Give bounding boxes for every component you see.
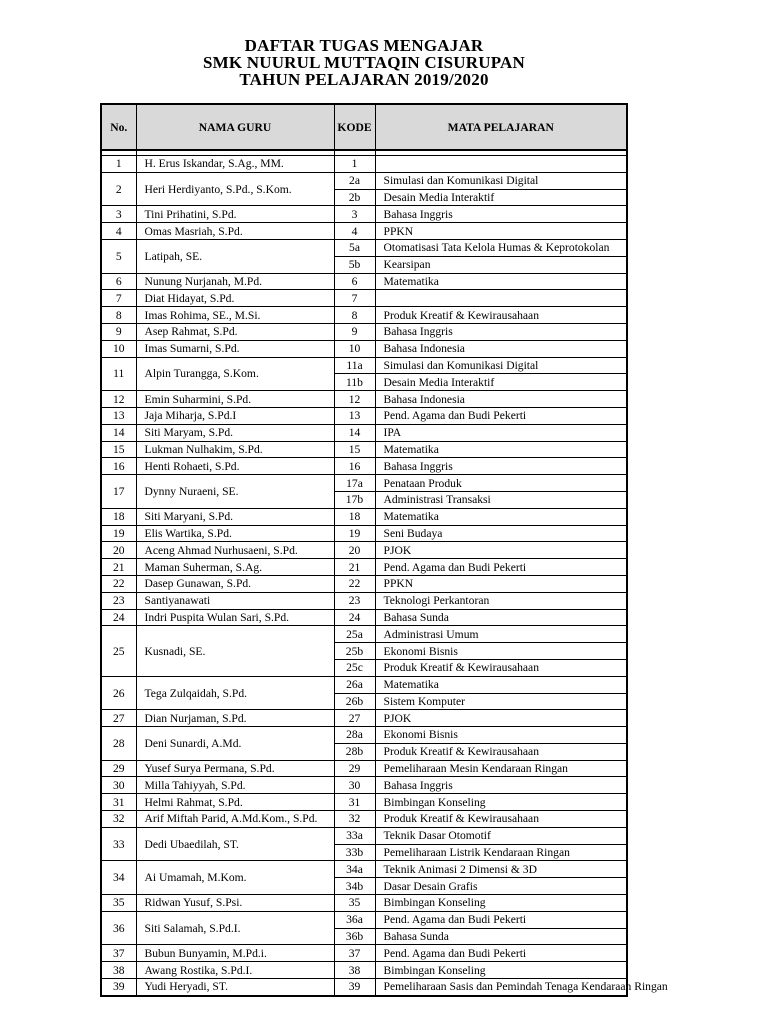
subject-name: PPKN xyxy=(375,575,627,592)
teacher-name: Lukman Nulhakim, S.Pd. xyxy=(136,441,334,458)
subject-name: Ekonomi Bisnis xyxy=(375,727,627,744)
teacher-number: 20 xyxy=(101,542,136,559)
table-row xyxy=(101,710,627,727)
teacher-number: 39 xyxy=(101,979,136,996)
title-line-2: SMK NUURUL MUTTAQIN CISURUPAN xyxy=(202,53,526,72)
teacher-number: 30 xyxy=(101,777,136,794)
subject-name: Teknik Dasar Otomotif xyxy=(375,827,627,844)
teacher-number: 24 xyxy=(101,609,136,626)
subject-code: 1 xyxy=(334,156,375,173)
teacher-number: 29 xyxy=(101,760,136,777)
subject-name: Pend. Agama dan Budi Pekerti xyxy=(375,945,627,962)
subject-code: 14 xyxy=(334,424,375,441)
teacher-number: 17 xyxy=(101,475,136,509)
subject-code: 4 xyxy=(334,223,375,240)
table-row xyxy=(101,945,627,962)
subject-code: 26b xyxy=(334,693,375,710)
teacher-name: H. Erus Iskandar, S.Ag., MM. xyxy=(136,156,334,173)
teacher-name: Yusef Surya Permana, S.Pd. xyxy=(136,760,334,777)
subject-code: 6 xyxy=(334,273,375,290)
table-row xyxy=(101,559,627,576)
subject-name: Kearsipan xyxy=(375,256,627,273)
teacher-number: 13 xyxy=(101,407,136,424)
subject-name: Pend. Agama dan Budi Pekerti xyxy=(375,407,627,424)
subject-code: 39 xyxy=(334,979,375,996)
subject-code: 33a xyxy=(334,827,375,844)
table-row xyxy=(101,811,627,828)
subject-code: 20 xyxy=(334,542,375,559)
subject-code: 10 xyxy=(334,340,375,357)
table-row xyxy=(101,962,627,979)
subject-code: 13 xyxy=(334,407,375,424)
table-row xyxy=(101,676,627,693)
table-row xyxy=(101,239,627,256)
header-kode: KODE xyxy=(334,104,375,150)
subject-name: Bahasa Inggris xyxy=(375,323,627,340)
table-row xyxy=(101,777,627,794)
subject-code: 25c xyxy=(334,659,375,676)
teacher-name: Maman Suherman, S.Ag. xyxy=(136,559,334,576)
table-row xyxy=(101,391,627,408)
subject-name: Bimbingan Konseling xyxy=(375,962,627,979)
teacher-name: Elis Wartika, S.Pd. xyxy=(136,525,334,542)
teacher-name: Indri Puspita Wulan Sari, S.Pd. xyxy=(136,609,334,626)
teacher-number: 31 xyxy=(101,794,136,811)
subject-code: 29 xyxy=(334,760,375,777)
teacher-number: 5 xyxy=(101,239,136,273)
title-line-3: TAHUN PELAJARAN 2019/2020 xyxy=(239,70,489,89)
teacher-number: 4 xyxy=(101,223,136,240)
teacher-name: Omas Masriah, S.Pd. xyxy=(136,223,334,240)
table-row xyxy=(101,458,627,475)
teacher-number: 36 xyxy=(101,911,136,945)
subject-name: PJOK xyxy=(375,710,627,727)
subject-name: Produk Kreatif & Kewirausahaan xyxy=(375,811,627,828)
subject-code: 31 xyxy=(334,794,375,811)
teacher-name: Dynny Nuraeni, SE. xyxy=(136,475,334,509)
header-no: No. xyxy=(101,104,136,150)
teacher-name: Siti Salamah, S.Pd.I. xyxy=(136,911,334,945)
teacher-number: 26 xyxy=(101,676,136,710)
subject-code: 38 xyxy=(334,962,375,979)
subject-code: 23 xyxy=(334,592,375,609)
subject-name: Pemeliharaan Mesin Kendaraan Ringan xyxy=(375,760,627,777)
teacher-name: Imas Sumarni, S.Pd. xyxy=(136,340,334,357)
teacher-number: 27 xyxy=(101,710,136,727)
subject-name: Simulasi dan Komunikasi Digital xyxy=(375,172,627,189)
subject-name: Desain Media Interaktif xyxy=(375,189,627,206)
teacher-name: Aceng Ahmad Nurhusaeni, S.Pd. xyxy=(136,542,334,559)
subject-name: Teknik Animasi 2 Dimensi & 3D xyxy=(375,861,627,878)
subject-code: 7 xyxy=(334,290,375,307)
subject-code: 22 xyxy=(334,575,375,592)
header-nama-guru: NAMA GURU xyxy=(136,104,334,150)
subject-name: Bahasa Sunda xyxy=(375,609,627,626)
subject-code: 9 xyxy=(334,323,375,340)
table-row xyxy=(101,307,627,324)
subject-name: Bahasa Indonesia xyxy=(375,391,627,408)
teacher-name: Yudi Heryadi, ST. xyxy=(136,979,334,996)
table-row xyxy=(101,290,627,307)
teacher-number: 18 xyxy=(101,508,136,525)
subject-code: 18 xyxy=(334,508,375,525)
teacher-number: 38 xyxy=(101,962,136,979)
subject-name: PJOK xyxy=(375,542,627,559)
teacher-number: 3 xyxy=(101,206,136,223)
subject-name: PPKN xyxy=(375,223,627,240)
teacher-name: Asep Rahmat, S.Pd. xyxy=(136,323,334,340)
subject-name: Produk Kreatif & Kewirausahaan xyxy=(375,743,627,760)
teacher-number: 12 xyxy=(101,391,136,408)
subject-code: 17b xyxy=(334,491,375,508)
title-line-1: DAFTAR TUGAS MENGAJAR xyxy=(244,36,484,55)
subject-code: 17a xyxy=(334,475,375,492)
teacher-name: Jaja Miharja, S.Pd.I xyxy=(136,407,334,424)
subject-name: Sistem Komputer xyxy=(375,693,627,710)
teacher-number: 16 xyxy=(101,458,136,475)
subject-name: Pend. Agama dan Budi Pekerti xyxy=(375,559,627,576)
subject-name: Pemeliharaan Listrik Kendaraan Ringan xyxy=(375,844,627,861)
teacher-name: Awang Rostika, S.Pd.I. xyxy=(136,962,334,979)
teacher-name: Henti Rohaeti, S.Pd. xyxy=(136,458,334,475)
teacher-name: Tega Zulqaidah, S.Pd. xyxy=(136,676,334,710)
subject-name: Penataan Produk xyxy=(375,475,627,492)
subject-name: Bahasa Inggris xyxy=(375,777,627,794)
subject-name xyxy=(375,290,627,307)
subject-code: 33b xyxy=(334,844,375,861)
teacher-number: 11 xyxy=(101,357,136,391)
teacher-name: Kusnadi, SE. xyxy=(136,626,334,676)
subject-code: 26a xyxy=(334,676,375,693)
teacher-number: 37 xyxy=(101,945,136,962)
teacher-number: 23 xyxy=(101,592,136,609)
subject-name: Bahasa Sunda xyxy=(375,928,627,945)
teacher-name: Dian Nurjaman, S.Pd. xyxy=(136,710,334,727)
document-title xyxy=(0,37,728,88)
subject-code: 2a xyxy=(334,172,375,189)
table-row xyxy=(101,525,627,542)
teacher-name: Dasep Gunawan, S.Pd. xyxy=(136,575,334,592)
teacher-number: 35 xyxy=(101,895,136,912)
subject-name: Otomatisasi Tata Kelola Humas & Keprotokolan xyxy=(375,239,627,256)
subject-name: IPA xyxy=(375,424,627,441)
table-row xyxy=(101,206,627,223)
table-row xyxy=(101,323,627,340)
teacher-number: 25 xyxy=(101,626,136,676)
subject-name: Dasar Desain Grafis xyxy=(375,878,627,895)
teacher-number: 22 xyxy=(101,575,136,592)
table-row xyxy=(101,609,627,626)
subject-code: 5b xyxy=(334,256,375,273)
subject-code: 36a xyxy=(334,911,375,928)
subject-code: 3 xyxy=(334,206,375,223)
teacher-name: Bubun Bunyamin, M.Pd.i. xyxy=(136,945,334,962)
subject-code: 32 xyxy=(334,811,375,828)
teacher-name: Imas Rohima, SE., M.Si. xyxy=(136,307,334,324)
teaching-assignment-table xyxy=(100,103,668,997)
subject-code: 8 xyxy=(334,307,375,324)
subject-name xyxy=(375,156,627,173)
teacher-name: Arif Miftah Parid, A.Md.Kom., S.Pd. xyxy=(136,811,334,828)
table-row xyxy=(101,827,627,844)
subject-code: 15 xyxy=(334,441,375,458)
subject-name: Pemeliharaan Sasis dan Pemindah Tenaga Kendaraan Ringan xyxy=(375,979,627,996)
subject-name: Seni Budaya xyxy=(375,525,627,542)
table-row xyxy=(101,626,627,643)
subject-name: Pend. Agama dan Budi Pekerti xyxy=(375,911,627,928)
teacher-number: 7 xyxy=(101,290,136,307)
teacher-name: Latipah, SE. xyxy=(136,239,334,273)
table-row xyxy=(101,172,627,189)
subject-code: 35 xyxy=(334,895,375,912)
teacher-name: Dedi Ubaedilah, ST. xyxy=(136,827,334,861)
subject-code: 25b xyxy=(334,643,375,660)
subject-name: Bahasa Inggris xyxy=(375,206,627,223)
subject-name: Bimbingan Konseling xyxy=(375,794,627,811)
table-row xyxy=(101,508,627,525)
table-row xyxy=(101,760,627,777)
subject-name: Produk Kreatif & Kewirausahaan xyxy=(375,307,627,324)
teacher-name: Tini Prihatini, S.Pd. xyxy=(136,206,334,223)
table-row xyxy=(101,895,627,912)
subject-name: Bahasa Indonesia xyxy=(375,340,627,357)
table-row xyxy=(101,542,627,559)
teaching-assignment-sheet xyxy=(100,103,668,994)
teacher-number: 2 xyxy=(101,172,136,206)
table-header-row xyxy=(101,104,627,150)
subject-code: 16 xyxy=(334,458,375,475)
table-row xyxy=(101,441,627,458)
teacher-number: 21 xyxy=(101,559,136,576)
subject-code: 24 xyxy=(334,609,375,626)
subject-name: Simulasi dan Komunikasi Digital xyxy=(375,357,627,374)
subject-code: 19 xyxy=(334,525,375,542)
table-row xyxy=(101,861,627,878)
teacher-name: Helmi Rahmat, S.Pd. xyxy=(136,794,334,811)
subject-code: 28b xyxy=(334,743,375,760)
teacher-name: Alpin Turangga, S.Kom. xyxy=(136,357,334,391)
subject-code: 25a xyxy=(334,626,375,643)
subject-code: 21 xyxy=(334,559,375,576)
table-row xyxy=(101,407,627,424)
teacher-number: 1 xyxy=(101,156,136,173)
table-row xyxy=(101,794,627,811)
teacher-number: 19 xyxy=(101,525,136,542)
table-row xyxy=(101,424,627,441)
subject-name: Bahasa Inggris xyxy=(375,458,627,475)
table-row xyxy=(101,727,627,744)
subject-name: Matematika xyxy=(375,441,627,458)
subject-code: 2b xyxy=(334,189,375,206)
subject-code: 34b xyxy=(334,878,375,895)
subject-code: 34a xyxy=(334,861,375,878)
teacher-number: 8 xyxy=(101,307,136,324)
subject-name: Teknologi Perkantoran xyxy=(375,592,627,609)
table-row xyxy=(101,340,627,357)
table-row xyxy=(101,575,627,592)
teacher-name: Ai Umamah, M.Kom. xyxy=(136,861,334,895)
table-row xyxy=(101,592,627,609)
subject-code: 12 xyxy=(334,391,375,408)
teacher-name: Nunung Nurjanah, M.Pd. xyxy=(136,273,334,290)
table-row xyxy=(101,979,627,996)
subject-name: Desain Media Interaktif xyxy=(375,374,627,391)
teacher-number: 32 xyxy=(101,811,136,828)
teacher-number: 9 xyxy=(101,323,136,340)
subject-name: Matematika xyxy=(375,508,627,525)
teacher-name: Emin Suharmini, S.Pd. xyxy=(136,391,334,408)
teacher-name: Siti Maryani, S.Pd. xyxy=(136,508,334,525)
table-row xyxy=(101,911,627,928)
subject-name: Administrasi Umum xyxy=(375,626,627,643)
teacher-number: 15 xyxy=(101,441,136,458)
teacher-name: Heri Herdiyanto, S.Pd., S.Kom. xyxy=(136,172,334,206)
header-mata-pelajaran: MATA PELAJARAN xyxy=(375,104,627,150)
subject-name: Ekonomi Bisnis xyxy=(375,643,627,660)
table-row xyxy=(101,156,627,173)
teacher-name: Diat Hidayat, S.Pd. xyxy=(136,290,334,307)
table-row xyxy=(101,475,627,492)
subject-code: 37 xyxy=(334,945,375,962)
teacher-number: 34 xyxy=(101,861,136,895)
teacher-name: Ridwan Yusuf, S.Psi. xyxy=(136,895,334,912)
table-row xyxy=(101,357,627,374)
table-row xyxy=(101,223,627,240)
table-row xyxy=(101,273,627,290)
subject-name: Bimbingan Konseling xyxy=(375,895,627,912)
subject-name: Produk Kreatif & Kewirausahaan xyxy=(375,659,627,676)
subject-name: Matematika xyxy=(375,273,627,290)
teacher-number: 33 xyxy=(101,827,136,861)
subject-name: Matematika xyxy=(375,676,627,693)
subject-code: 28a xyxy=(334,727,375,744)
teacher-name: Deni Sunardi, A.Md. xyxy=(136,727,334,761)
teacher-name: Milla Tahiyyah, S.Pd. xyxy=(136,777,334,794)
teacher-number: 28 xyxy=(101,727,136,761)
teacher-number: 14 xyxy=(101,424,136,441)
teacher-name: Santiyanawati xyxy=(136,592,334,609)
subject-code: 30 xyxy=(334,777,375,794)
teacher-number: 6 xyxy=(101,273,136,290)
subject-name: Administrasi Transaksi xyxy=(375,491,627,508)
subject-code: 11b xyxy=(334,374,375,391)
subject-code: 11a xyxy=(334,357,375,374)
subject-code: 36b xyxy=(334,928,375,945)
teacher-number: 10 xyxy=(101,340,136,357)
subject-code: 5a xyxy=(334,239,375,256)
subject-code: 27 xyxy=(334,710,375,727)
teacher-name: Siti Maryam, S.Pd. xyxy=(136,424,334,441)
